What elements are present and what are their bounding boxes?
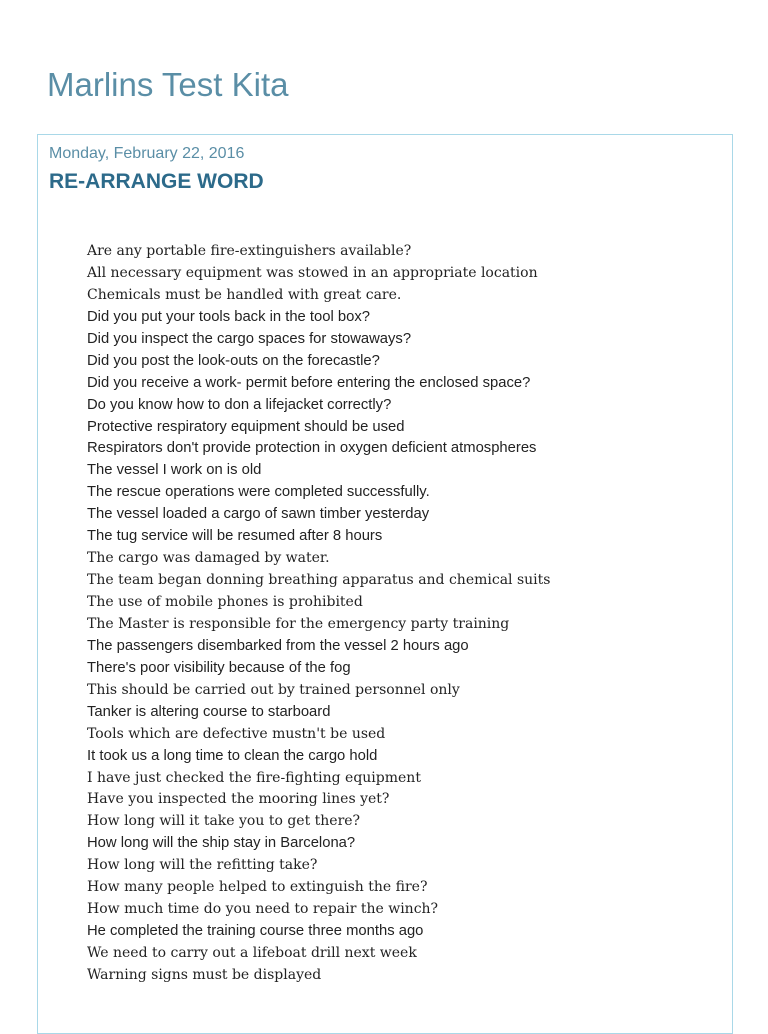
list-item-text: Chemicals must be handled with great care. <box>87 286 402 303</box>
list-item-text: Tools which are defective mustn't be used <box>87 725 386 742</box>
list-item-text: I have just checked the fire-fighting equipment <box>87 769 421 786</box>
list-item-text: How long will the refitting take? <box>87 857 318 874</box>
list-item-text: Tanker is altering course to starboard <box>87 703 331 720</box>
list-item-text: This should be carried out by trained personnel only <box>87 681 460 698</box>
list-item-text: The use of mobile phones is prohibited <box>87 594 363 610</box>
list-item-text: Respirators don't provide protection in oxygen deficient atmospheres <box>87 440 537 457</box>
list-item-text: It took us a long time to clean the cargo hold <box>87 747 378 764</box>
list-item-text: Have you inspected the mooring lines yet? <box>87 791 390 808</box>
list-item-text: Did you post the look-outs on the forecastle? <box>87 352 380 369</box>
list-item-text: Are any portable fire-extinguishers available? <box>87 243 412 259</box>
list-item-text: How much time do you need to repair the winch? <box>87 901 439 918</box>
list-item-text: Did you put your tools back in the tool box? <box>87 308 370 325</box>
list-item-text: He completed the training course three months ago <box>87 923 424 940</box>
post-container <box>37 134 733 1034</box>
list-item-text: Did you inspect the cargo spaces for stowaways? <box>87 330 412 347</box>
list-item-text: How many people helped to extinguish the fire? <box>87 879 428 896</box>
list-item-text: Did you receive a work- permit before entering the enclosed space? <box>87 374 531 391</box>
list-item-text: The Master is responsible for the emergency party training <box>87 615 510 632</box>
list-item-text: Do you know how to don a lifejacket correctly? <box>87 396 392 413</box>
blog-title[interactable]: Marlins Test Kita <box>47 66 289 103</box>
post-title[interactable]: RE-ARRANGE WORD <box>49 170 264 193</box>
list-item-text: The cargo was damaged by water. <box>87 550 330 567</box>
list-item-text: The vessel loaded a cargo of sawn timber yesterday <box>87 506 430 523</box>
list-item-text: How long will the ship stay in Barcelona? <box>87 835 356 852</box>
list-item-text: How long will it take you to get there? <box>87 813 361 830</box>
list-item-text: We need to carry out a lifeboat drill next week <box>87 945 417 961</box>
list-item-text: Warning signs must be displayed <box>87 966 322 983</box>
list-item-text: The vessel I work on is old <box>87 462 262 479</box>
list-item-text: There's poor visibility because of the fog <box>87 659 351 676</box>
post-date: Monday, February 22, 2016 <box>49 145 245 162</box>
list-item-text: The passengers disembarked from the vessel 2 hours ago <box>87 637 469 654</box>
list-item-text: Protective respiratory equipment should be used <box>87 418 405 435</box>
list-item-text: The rescue operations were completed successfully. <box>87 484 430 501</box>
list-item-text: The team began donning breathing apparatus and chemical suits <box>87 572 551 589</box>
list-item-text: All necessary equipment was stowed in an appropriate location <box>87 264 538 281</box>
list-item-text: The tug service will be resumed after 8 hours <box>87 528 383 545</box>
